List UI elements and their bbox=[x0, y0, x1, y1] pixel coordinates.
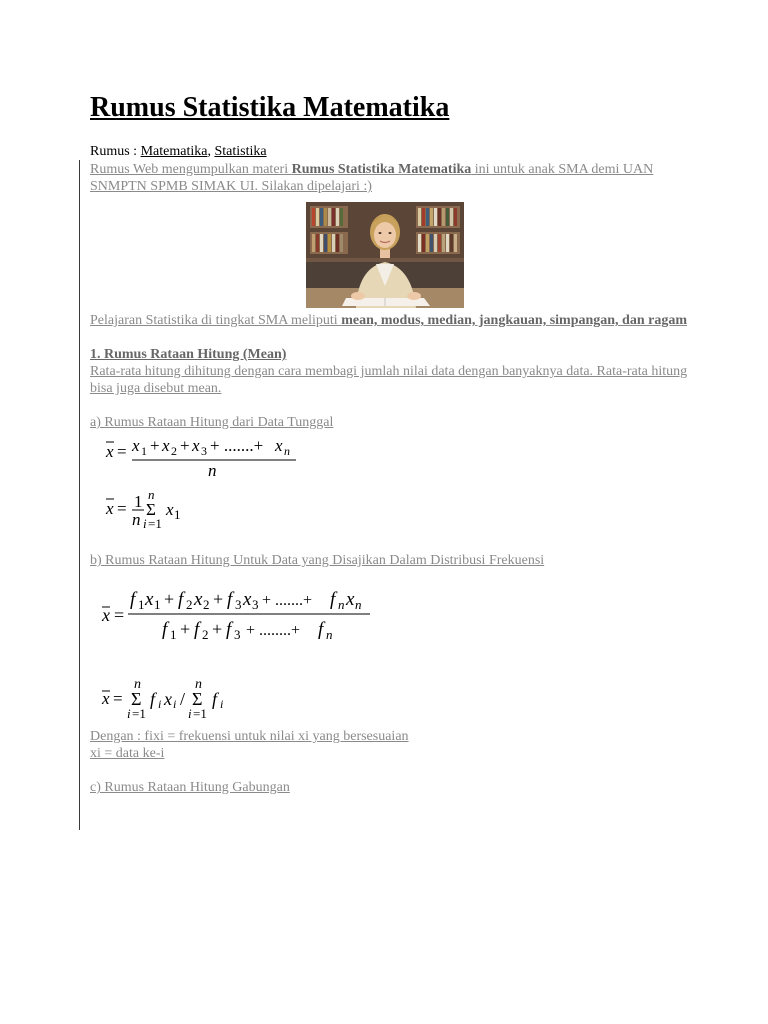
svg-text:/: / bbox=[180, 689, 186, 709]
svg-text:x: x bbox=[102, 605, 110, 625]
intro-text-bold: Rumus Statistika Matematika bbox=[291, 162, 472, 177]
breadcrumb-prefix: Rumus : bbox=[90, 144, 141, 159]
svg-text:x: x bbox=[192, 436, 200, 455]
svg-text:f: f bbox=[226, 619, 232, 640]
svg-text:+ .......+: + .......+ bbox=[210, 436, 264, 455]
svg-text:x: x bbox=[194, 589, 203, 610]
svg-text:=1: =1 bbox=[132, 706, 146, 721]
svg-text:n: n bbox=[284, 444, 290, 458]
svg-text:2: 2 bbox=[203, 597, 210, 612]
svg-text:x: x bbox=[145, 589, 154, 610]
svg-text:f: f bbox=[212, 689, 218, 709]
svg-text:n: n bbox=[338, 597, 345, 612]
svg-text:i: i bbox=[127, 706, 131, 721]
note-frequency: Dengan : fixi = frekuensi untuk nilai xi yang bersesuaian bbox=[90, 729, 409, 744]
svg-text:=: = bbox=[117, 499, 127, 518]
breadcrumb-link-statistika[interactable]: Statistika bbox=[214, 144, 267, 159]
svg-text:+: + bbox=[213, 589, 224, 609]
svg-text:i: i bbox=[143, 516, 147, 529]
svg-text:+ ........+: + ........+ bbox=[246, 622, 301, 639]
svg-text:x: x bbox=[102, 689, 110, 708]
svg-text:Σ: Σ bbox=[146, 500, 156, 519]
svg-text:+: + bbox=[150, 436, 160, 455]
scope-text: Pelajaran Statistika di tingkat SMA meliputi bbox=[90, 313, 342, 328]
svg-text:i: i bbox=[220, 697, 224, 711]
svg-text:=: = bbox=[114, 605, 125, 625]
svg-text:f: f bbox=[130, 589, 136, 610]
subheading-single-data: a) Rumus Rataan Hitung dari Data Tunggal bbox=[90, 415, 334, 430]
svg-text:x: x bbox=[164, 689, 172, 709]
svg-text:2: 2 bbox=[171, 444, 177, 458]
svg-text:f: f bbox=[162, 619, 168, 640]
svg-text:1: 1 bbox=[174, 507, 181, 522]
svg-text:3: 3 bbox=[235, 597, 242, 612]
svg-text:=: = bbox=[117, 442, 127, 461]
scope-topics: mean, modus, median, jangkauan, simpangan, dan ragam bbox=[341, 313, 687, 328]
svg-text:1: 1 bbox=[138, 597, 145, 612]
subheading-combined-mean: c) Rumus Rataan Hitung Gabungan bbox=[90, 780, 290, 795]
svg-text:+: + bbox=[164, 589, 175, 609]
svg-text:n: n bbox=[355, 597, 362, 612]
formula-mean-frequency bbox=[100, 583, 400, 647]
svg-text:n: n bbox=[326, 627, 333, 642]
subheading-frequency-distribution: b) Rumus Rataan Hitung Untuk Data yang Disajikan Dalam Distribusi Frekuensi bbox=[90, 553, 545, 568]
svg-text:Σ: Σ bbox=[131, 689, 142, 709]
svg-text:1: 1 bbox=[170, 627, 177, 642]
svg-text:2: 2 bbox=[186, 597, 193, 612]
svg-text:2: 2 bbox=[202, 627, 209, 642]
svg-text:n: n bbox=[195, 677, 202, 692]
svg-text:x: x bbox=[106, 499, 114, 518]
svg-text:=: = bbox=[113, 689, 123, 708]
svg-text:x: x bbox=[132, 436, 140, 455]
svg-text:+: + bbox=[180, 436, 190, 455]
svg-text:i: i bbox=[188, 706, 192, 721]
svg-text:Σ: Σ bbox=[192, 689, 203, 709]
svg-text:+ .......+: + .......+ bbox=[262, 592, 313, 609]
svg-text:3: 3 bbox=[201, 444, 207, 458]
svg-text:n: n bbox=[148, 487, 155, 502]
intro-paragraph bbox=[90, 161, 690, 195]
svg-text:f: f bbox=[330, 589, 336, 610]
section-mean-description: Rata-rata hitung dihitung dengan cara membagi jumlah nilai data dengan banyaknya data. Rata-rata hitung bisa juga disebut mean. bbox=[90, 364, 688, 396]
formula-mean-frequency-sigma bbox=[100, 675, 260, 723]
svg-text:n: n bbox=[132, 510, 141, 529]
breadcrumb bbox=[90, 143, 690, 161]
scope-paragraph bbox=[90, 312, 690, 329]
svg-text:3: 3 bbox=[234, 627, 241, 642]
svg-text:f: f bbox=[178, 589, 184, 610]
svg-text:+: + bbox=[212, 619, 223, 639]
breadcrumb-link-matematika[interactable]: Matematika bbox=[140, 144, 208, 159]
svg-text:f: f bbox=[318, 619, 324, 640]
svg-text:=1: =1 bbox=[148, 516, 162, 529]
svg-text:1: 1 bbox=[154, 597, 161, 612]
svg-text:n: n bbox=[208, 461, 217, 480]
left-margin-rule bbox=[79, 160, 80, 830]
page-title: Rumus Statistika Matematika bbox=[90, 92, 450, 123]
svg-text:f: f bbox=[194, 619, 200, 640]
svg-text:x: x bbox=[106, 442, 114, 461]
svg-text:n: n bbox=[134, 677, 141, 692]
svg-text:x: x bbox=[166, 500, 174, 519]
breadcrumb-separator: , bbox=[207, 144, 215, 159]
svg-text:1: 1 bbox=[134, 492, 143, 511]
svg-text:f: f bbox=[150, 689, 156, 709]
svg-text:=1: =1 bbox=[193, 706, 207, 721]
svg-text:x: x bbox=[275, 436, 283, 455]
svg-text:x: x bbox=[162, 436, 170, 455]
intro-text-end: ini untuk anak SMA demi UAN SNMPTN SPMB SIMAK UI. Silakan dipelajari :) bbox=[90, 162, 654, 194]
svg-text:1: 1 bbox=[141, 444, 147, 458]
formula-mean-single-data bbox=[102, 435, 342, 529]
svg-text:3: 3 bbox=[252, 597, 259, 612]
svg-text:i: i bbox=[173, 697, 177, 711]
svg-text:i: i bbox=[158, 697, 162, 711]
article bbox=[90, 90, 690, 796]
svg-text:x: x bbox=[243, 589, 252, 610]
svg-text:+: + bbox=[180, 619, 191, 639]
note-data: xi = data ke-i bbox=[90, 746, 165, 761]
svg-text:f: f bbox=[227, 589, 233, 610]
intro-text-start: Rumus Web mengumpulkan materi bbox=[90, 162, 292, 177]
teacher-photo bbox=[306, 202, 464, 308]
svg-text:x: x bbox=[346, 589, 355, 610]
section-heading-mean: 1. Rumus Rataan Hitung (Mean) bbox=[90, 347, 287, 362]
